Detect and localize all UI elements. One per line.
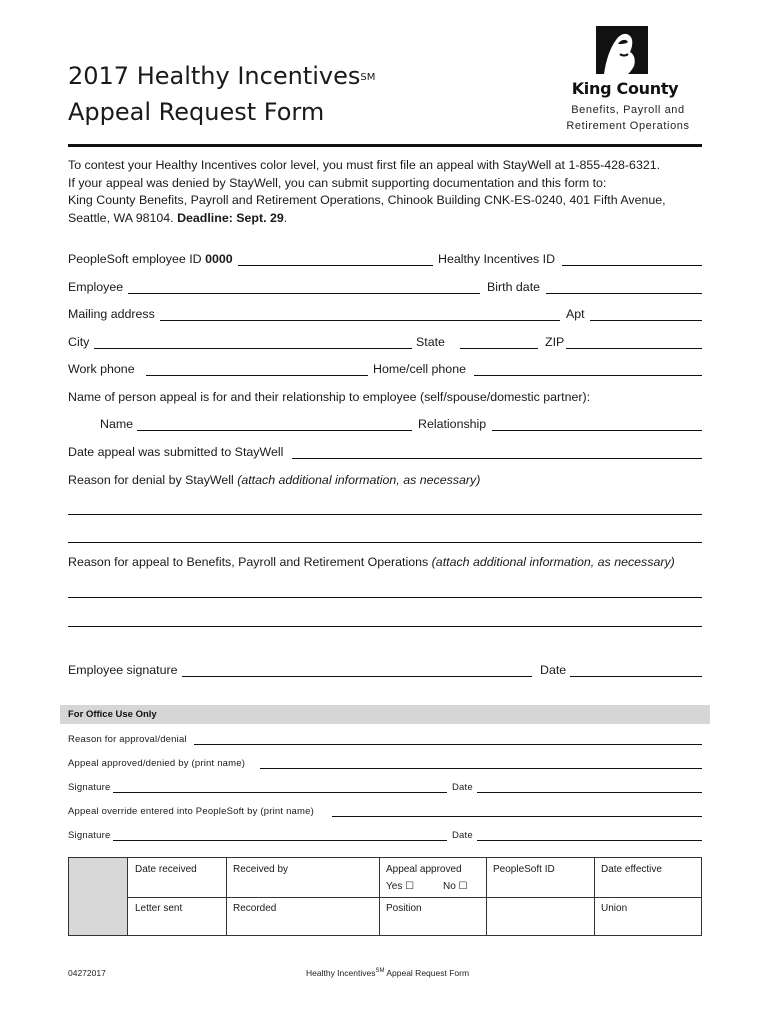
- apt-field[interactable]: [590, 320, 702, 321]
- person-note: Name of person appeal is for and their relationship to employee (self/spouse/domestic partner):: [68, 390, 591, 404]
- deadline: Deadline: Sept. 29: [177, 210, 284, 225]
- peoplesoft-id-field[interactable]: [238, 265, 433, 266]
- office-signature1-label: Signature: [68, 782, 111, 793]
- org-line2: Retirement Operations: [566, 120, 690, 132]
- relationship-label: Relationship: [418, 417, 487, 431]
- relationship-field[interactable]: [492, 430, 702, 431]
- name-field[interactable]: [137, 430, 412, 431]
- form-title: [68, 58, 375, 130]
- cell-position[interactable]: Position: [386, 903, 422, 914]
- approved-by-label: Appeal approved/denied by (print name): [68, 758, 246, 769]
- date-submitted-label: Date appeal was submitted to StayWell: [68, 445, 284, 459]
- title-line2: Appeal Request Form: [68, 98, 325, 126]
- employee-signature-label: Employee signature: [68, 663, 178, 677]
- yes-checkbox[interactable]: Yes ☐: [386, 881, 415, 892]
- hi-id-label: Healthy Incentives ID: [438, 252, 556, 266]
- approved-by-field[interactable]: [260, 768, 702, 769]
- state-field[interactable]: [460, 348, 538, 349]
- office-signature2-field[interactable]: [113, 840, 447, 841]
- office-date1-field[interactable]: [477, 792, 702, 793]
- organization-name: [548, 102, 708, 134]
- table-shaded-column: [68, 857, 128, 936]
- cell-union[interactable]: Union: [601, 903, 628, 914]
- intro-line4: Seattle, WA 98104. Deadline: Sept. 29.: [68, 210, 288, 225]
- cell-date-received[interactable]: Date received: [135, 864, 197, 875]
- office-use-bar: [60, 705, 710, 724]
- override-field[interactable]: [332, 816, 702, 817]
- cell-appeal-approved: Appeal approved: [386, 864, 462, 875]
- intro-line2: If your appeal was denied by StayWell, you can submit supporting documentation and this form to:: [68, 175, 607, 190]
- zip-label: ZIP: [545, 335, 565, 349]
- appeal-reason-line-1[interactable]: [68, 597, 702, 598]
- signature-date-field[interactable]: [570, 676, 702, 677]
- intro-line1: To contest your Healthy Incentives color level, you must first file an appeal with StayWell at 1-855-428-6321.: [68, 158, 661, 172]
- intro-line3: King County Benefits, Payroll and Retirement Operations, Chinook Building CNK-ES-0240, 401 Fifth Avenue,: [68, 193, 666, 207]
- cell-received-by[interactable]: Received by: [233, 864, 289, 875]
- city-label: City: [68, 335, 90, 349]
- denial-reason-line-2[interactable]: [68, 542, 702, 543]
- date-submitted-field[interactable]: [292, 458, 702, 459]
- birth-date-field[interactable]: [546, 293, 702, 294]
- office-date1-label: Date: [452, 782, 473, 793]
- employee-signature-field[interactable]: [182, 676, 532, 677]
- mailing-address-label: Mailing address: [68, 307, 155, 321]
- birth-date-label: Birth date: [487, 280, 541, 294]
- denial-reason-line-1[interactable]: [68, 514, 702, 515]
- office-date2-field[interactable]: [477, 840, 702, 841]
- cell-letter-sent[interactable]: Letter sent: [135, 903, 183, 914]
- title-line1: 2017 Healthy Incentives: [68, 62, 361, 90]
- header-divider: [68, 144, 702, 147]
- signature-date-label: Date: [540, 663, 567, 677]
- service-mark: SM: [360, 72, 376, 83]
- state-label: State: [416, 335, 445, 349]
- king-county-logo-icon: [596, 26, 648, 74]
- denial-reason-label: Reason for denial by StayWell (attach additional information, as necessary): [68, 473, 481, 487]
- approval-reason-field[interactable]: [194, 744, 702, 745]
- city-field[interactable]: [94, 348, 412, 349]
- peoplesoft-id-label: PeopleSoft employee ID 0000: [68, 252, 233, 266]
- appeal-note: (attach additional information, as necessary): [431, 555, 675, 569]
- cell-date-effective[interactable]: Date effective: [601, 864, 662, 875]
- zip-field[interactable]: [566, 348, 702, 349]
- cell-recorded[interactable]: Recorded: [233, 903, 277, 914]
- office-date2-label: Date: [452, 830, 473, 841]
- hi-id-field[interactable]: [562, 265, 702, 266]
- form-code: 04272017: [68, 968, 106, 978]
- override-label: Appeal override entered into PeopleSoft by (print name): [68, 806, 314, 817]
- mailing-address-field[interactable]: [160, 320, 560, 321]
- peoplesoft-id-value: 0000: [205, 252, 233, 266]
- apt-label: Apt: [566, 307, 585, 321]
- employee-field[interactable]: [128, 293, 480, 294]
- cell-peoplesoft-id[interactable]: PeopleSoft ID: [493, 864, 555, 875]
- work-phone-field[interactable]: [146, 375, 368, 376]
- employee-label: Employee: [68, 280, 124, 294]
- appeal-reason-line-2[interactable]: [68, 626, 702, 627]
- name-label: Name: [100, 417, 134, 431]
- office-signature1-field[interactable]: [113, 792, 447, 793]
- work-phone-label: Work phone: [68, 362, 135, 376]
- appeal-reason-label: Reason for appeal to Benefits, Payroll and Retirement Operations (attach additional information, as necessary): [68, 555, 675, 569]
- intro-text: [68, 157, 708, 227]
- no-checkbox[interactable]: No ☐: [443, 881, 468, 892]
- home-phone-field[interactable]: [474, 375, 702, 376]
- home-phone-label: Home/cell phone: [373, 362, 466, 376]
- approval-reason-label: Reason for approval/denial: [68, 734, 187, 745]
- org-line1: Benefits, Payroll and: [571, 104, 685, 116]
- office-signature2-label: Signature: [68, 830, 111, 841]
- denial-note: (attach additional information, as necessary): [237, 473, 481, 487]
- logo-text: King County: [571, 79, 679, 98]
- table-divider: [128, 897, 702, 898]
- footer-title: Healthy Incentives℠ Appeal Request Form: [306, 968, 470, 978]
- office-use-title: For Office Use Only: [68, 709, 157, 720]
